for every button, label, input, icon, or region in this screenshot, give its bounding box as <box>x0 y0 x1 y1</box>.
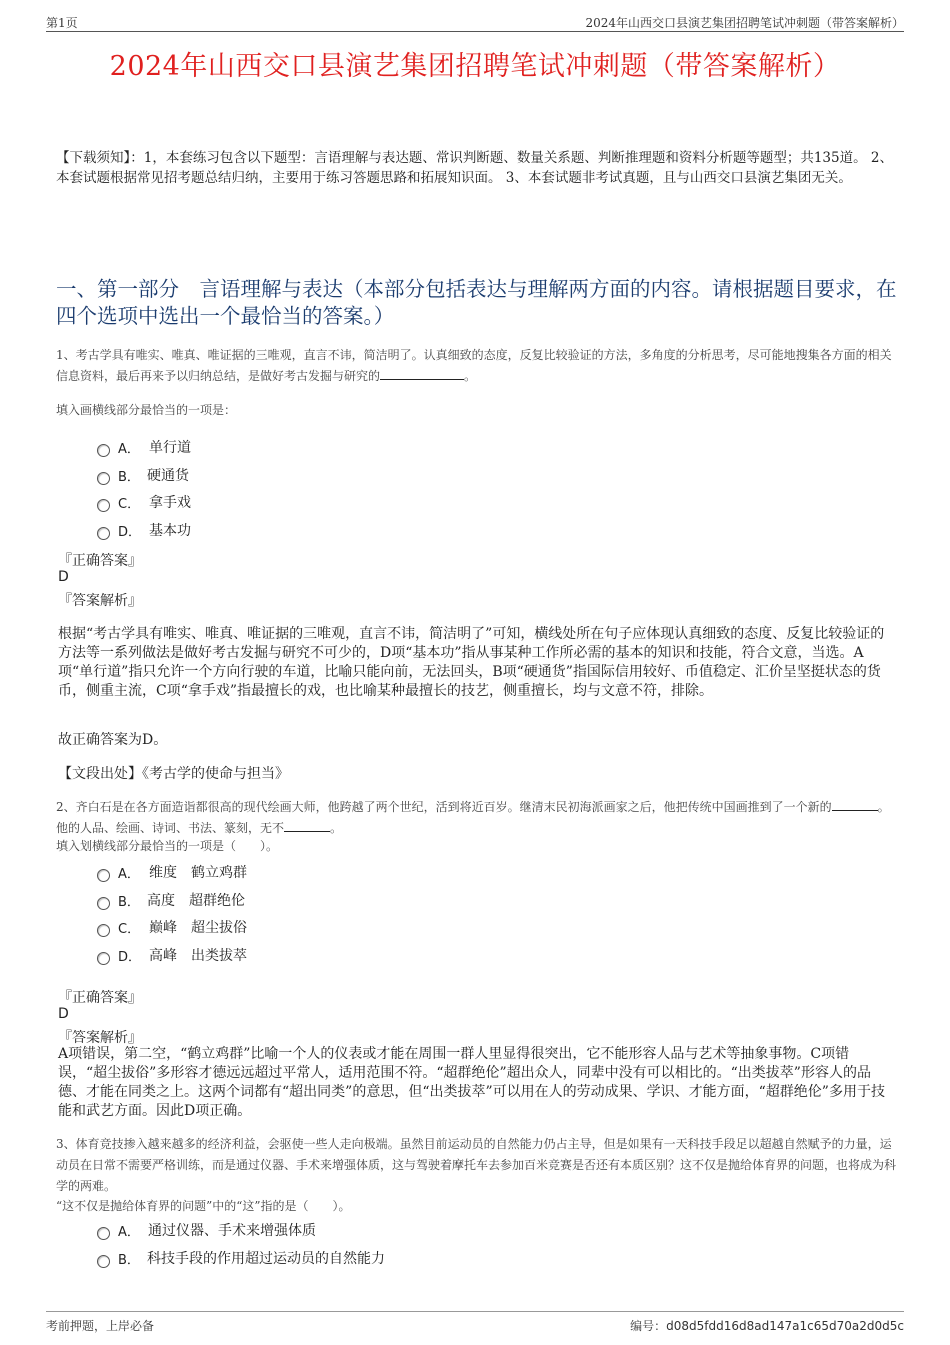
question-1-prompt: 填入画横线部分最恰当的一项是： <box>56 403 237 417</box>
footer-divider <box>46 1311 904 1312</box>
option-b-text: 硬通货 <box>147 468 189 484</box>
radio-option-a[interactable] <box>97 444 110 457</box>
question-1-text: 1、考古学具有唯实、唯真、唯证据的三唯观，直言不讳，简洁明了。认真细致的态度，反复比较验证的方法，多角度的分析思考，尽可能地搜集各方面的相关信息资料，最后再来予以归纳总结，是做好考古发掘与研究的 <box>56 348 892 383</box>
option-a-text: 通过仪器、手术来增强体质 <box>148 1223 316 1239</box>
question-1-options <box>0 435 600 545</box>
footer-slogan: 考前押题，上岸必备 <box>46 1319 155 1333</box>
option-a-letter: A． <box>118 867 140 882</box>
header-doc-title: 2024年山西交口县演艺集团招聘笔试冲刺题（带答案解析） <box>585 16 904 30</box>
option-c-text: 拿手戏 <box>149 495 191 511</box>
radio-option-d[interactable] <box>97 952 110 965</box>
document-code-label: 编号： <box>630 1319 667 1333</box>
option-b-letter: B． <box>118 1253 140 1268</box>
answer-label: 『正确答案』 <box>58 990 142 1006</box>
option-b-text: 高度 超群绝伦 <box>147 893 245 909</box>
header-divider <box>46 31 904 32</box>
option-c-letter: C． <box>118 497 141 512</box>
answer-label: 『正确答案』 <box>58 553 142 569</box>
page-number: 第1页 <box>46 16 78 30</box>
option-c-text: 巅峰 超尘拔俗 <box>149 920 247 936</box>
page-title: 2024年山西交口县演艺集团招聘笔试冲刺题（带答案解析） <box>109 51 841 82</box>
radio-option-d[interactable] <box>97 527 110 540</box>
question-3-options <box>0 1218 600 1278</box>
answer-blank-2 <box>284 819 330 832</box>
analysis-text: A项错误，第二空，“鹤立鸡群”比喻一个人的仪表或才能在周围一群人里显得很突出，它不能形容人品与艺术等抽象事物。C项错误，“超尘拔俗”多形容才德远远超过平常人，适用范围不符。“超群绝伦”超出众人，同辈中没有可以相比的。“出类拔萃”形容人的品德、才能在同类之上。这两个词都有“超出同类”的意思，但“出类拔萃”可以用在人的劳动成果、学识、才能方面，“超群绝伦”多用于技能和武艺方面。因此D项正确。 <box>58 1046 885 1119</box>
document-code <box>630 1317 904 1334</box>
radio-option-a[interactable] <box>97 869 110 882</box>
radio-option-b[interactable] <box>97 472 110 485</box>
option-d-text: 基本功 <box>149 523 191 539</box>
answer-blank <box>380 367 464 380</box>
correct-answer: D <box>58 1006 69 1022</box>
option-a-text: 维度 鹤立鸡群 <box>149 865 247 881</box>
option-d-letter: D． <box>118 525 142 540</box>
radio-option-a[interactable] <box>97 1227 110 1240</box>
question-2-text-b: 。他的人品、绘画、诗词、书法、篆刻，无不 <box>56 800 890 835</box>
question-2-text-a: 2、齐白石是在各方面造诣都很高的现代绘画大师，他跨越了两个世纪，活到将近百岁。继清末民初海派画家之后，他把传统中国画推到了一个新的 <box>56 800 832 814</box>
option-a-letter: A． <box>118 1225 140 1240</box>
question-1-stem <box>56 345 898 387</box>
question-2-text-c: 。 <box>330 821 343 835</box>
question-2-prompt: 填入划横线部分最恰当的一项是（ ）。 <box>56 839 279 853</box>
question-3-prompt: “这不仅是抛给体育界的问题”中的“这”指的是（ ）。 <box>56 1199 351 1213</box>
conclusion-text: 故正确答案为D。 <box>58 732 168 748</box>
option-b-letter: B． <box>118 895 140 910</box>
question-2-options <box>0 860 600 970</box>
question-3-stem: 3、体育竞技掺入越来越多的经济利益，会驱使一些人走向极端。虽然目前运动员的自然能力仍占主导，但是如果有一天科技手段足以超越自然赋予的力量，运动员在日常不需要严格训练，而是通过仪器、手术来增强体质，这与驾驶着摩托车去参加百米竞赛是否还有本质区别？这不仅是抛给体育界的问题，也将成为科学的两难。 <box>56 1137 897 1193</box>
source-text: 【文段出处】《考古学的使命与担当》 <box>58 766 289 782</box>
radio-option-c[interactable] <box>97 924 110 937</box>
section-heading: 一、第一部分 言语理解与表达（本部分包括表达与理解两方面的内容。请根据题目要求，在四个选项中选出一个最恰当的答案。） <box>56 277 897 328</box>
analysis-text: 根据“考古学具有唯实、唯真、唯证据的三唯观，直言不讳，简洁明了”可知，横线处所在句子应体现认真细致的态度、反复比较验证的方法等一系列做法是做好考古发掘与研究不可少的，D项“基本功”指从事某种工作所必需的基本的知识和技能，符合文意，当选。A项“单行道”指只允许一个方向行驶的车道，比喻只能向前，无法回头，B项“硬通货”指国际信用较好、币值稳定、汇价呈坚挺状态的货币，侧重主流，C项“拿手戏”指最擅长的戏，也比喻某种最擅长的技艺，侧重擅长，均与文意不符，排除。 <box>58 626 885 699</box>
option-d-text: 高峰 出类拔萃 <box>149 948 247 964</box>
option-b-text: 科技手段的作用超过运动员的自然能力 <box>147 1251 385 1267</box>
option-d-letter: D． <box>118 950 142 965</box>
option-b-letter: B． <box>118 470 140 485</box>
correct-answer: D <box>58 569 69 585</box>
download-notice: 【下载须知】：1，本套练习包含以下题型：言语理解与表达题、常识判断题、数量关系题、判断推理题和资料分析题等题型；共135道。 2、本套试题根据常见招考题总结归纳，主要用于练习答题思路和拓展知识面。 3、本套试题非考试真题，且与山西交口县演艺集团无关。 <box>56 150 893 186</box>
radio-option-b[interactable] <box>97 1255 110 1268</box>
option-a-text: 单行道 <box>149 440 191 456</box>
radio-option-b[interactable] <box>97 897 110 910</box>
option-a-letter: A． <box>118 442 140 457</box>
answer-blank-1 <box>832 798 878 811</box>
analysis-label: 『答案解析』 <box>58 593 142 609</box>
question-2-stem <box>56 797 898 839</box>
radio-option-c[interactable] <box>97 499 110 512</box>
analysis-label: 『答案解析』 <box>58 1030 142 1046</box>
document-code-value: d08d5fdd16d8ad147a1c65d70a2d0d5c <box>666 1319 904 1333</box>
option-c-letter: C． <box>118 922 141 937</box>
question-1-end: 。 <box>464 369 477 383</box>
